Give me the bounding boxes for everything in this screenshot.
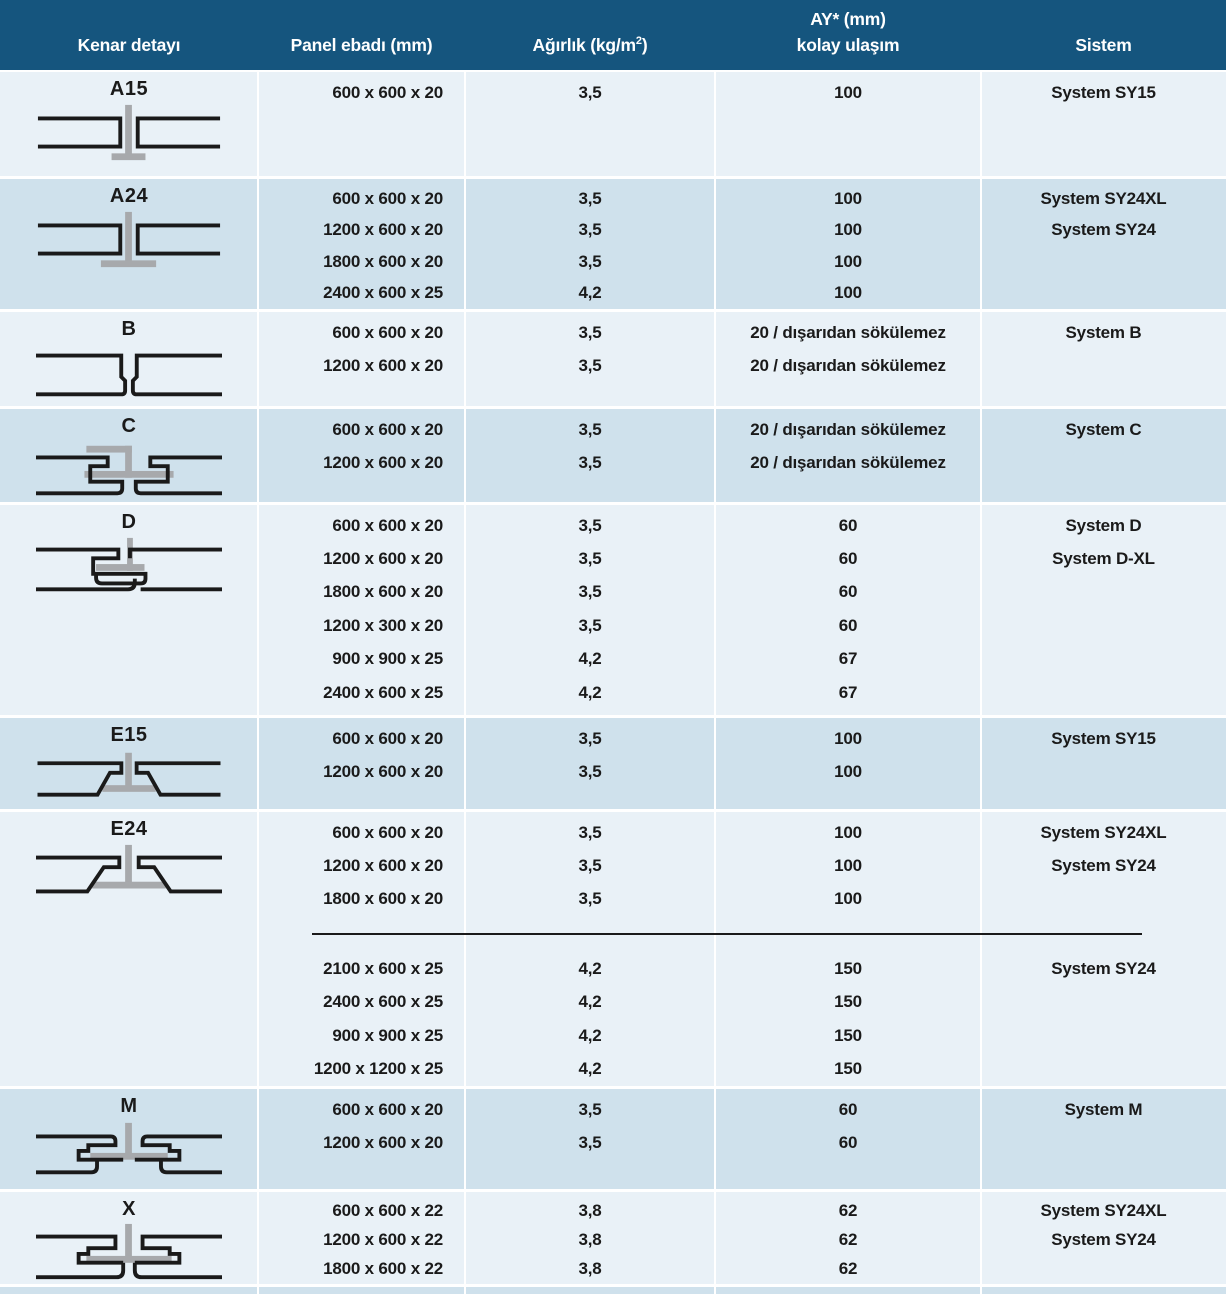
next-section-sliver — [0, 1287, 1226, 1294]
weight-column — [465, 505, 715, 715]
weight-value: 3,5 — [578, 188, 602, 208]
system-column — [981, 812, 1226, 1086]
section-d — [0, 505, 1226, 715]
system-value — [981, 446, 1226, 479]
subsection-divider-line — [312, 933, 1142, 935]
system-column — [981, 718, 1226, 809]
panel-size-value: 1800 x 600 x 22 — [323, 1259, 443, 1279]
edge-detail-cell — [0, 409, 258, 502]
section-a15 — [0, 72, 1226, 176]
panel-size-value: 2100 x 600 x 25 — [323, 958, 443, 978]
system-value: System SY15 — [1051, 728, 1156, 748]
ay-access-value: 100 — [834, 822, 862, 842]
panel-size-value: 1800 x 600 x 20 — [323, 889, 443, 909]
edge-detail-cell — [0, 1192, 258, 1284]
system-value — [981, 349, 1226, 382]
ay-access-value: 60 — [838, 582, 858, 602]
ay-column — [715, 718, 981, 809]
panel-size-value: 600 x 600 x 20 — [332, 188, 443, 208]
system-value — [981, 1255, 1226, 1284]
panel-size-value: 600 x 600 x 20 — [332, 728, 443, 748]
section-b — [0, 312, 1226, 406]
weight-value: 3,5 — [578, 856, 602, 876]
system-value: System SY24 — [1051, 958, 1156, 978]
ay-access-value: 67 — [838, 649, 858, 669]
edge-detail-cell — [0, 312, 258, 406]
weight-value: 3,5 — [578, 889, 602, 909]
column-separator — [980, 70, 982, 1294]
system-value — [981, 883, 1226, 916]
ay-column — [715, 409, 981, 502]
weight-value: 3,5 — [578, 822, 602, 842]
system-column — [981, 505, 1226, 715]
weight-value: 3,5 — [578, 549, 602, 569]
panel-size-value: 2400 x 600 x 25 — [323, 283, 443, 303]
ay-access-value: 100 — [834, 283, 862, 303]
system-column — [981, 72, 1226, 176]
panel-size-value: 1200 x 600 x 20 — [323, 1133, 443, 1153]
system-value: System SY24 — [1051, 220, 1156, 240]
system-value — [981, 278, 1226, 310]
panel-size-value: 1800 x 600 x 20 — [323, 251, 443, 271]
system-value — [981, 246, 1226, 278]
weight-column — [465, 718, 715, 809]
section-a24 — [0, 179, 1226, 309]
weight-column — [465, 179, 715, 309]
ay-access-value: 67 — [838, 682, 858, 702]
panel-size-value: 600 x 600 x 20 — [332, 322, 443, 342]
weight-value: 3,5 — [578, 322, 602, 342]
panel-size-value: 600 x 600 x 20 — [332, 82, 443, 102]
panel-column — [258, 1089, 465, 1189]
column-header-agirlik — [465, 0, 715, 70]
edge-detail-label: B — [121, 318, 137, 340]
edge-detail-cell — [0, 179, 258, 309]
profile-e15-drawing — [31, 748, 227, 809]
system-value — [981, 1126, 1226, 1159]
panel-column — [258, 812, 465, 1086]
panel-size-value: 1200 x 600 x 20 — [323, 220, 443, 240]
system-value — [981, 676, 1226, 709]
edge-detail-label: M — [120, 1095, 138, 1117]
ay-access-value: 100 — [834, 728, 862, 748]
weight-value: 3,5 — [578, 762, 602, 782]
system-column — [981, 312, 1226, 406]
weight-value: 4,2 — [578, 1059, 602, 1079]
weight-value: 3,5 — [578, 1133, 602, 1153]
ay-access-value: 100 — [834, 188, 862, 208]
system-value — [981, 643, 1226, 676]
edge-detail-cell — [0, 718, 258, 809]
table-body — [0, 72, 1226, 1284]
ay-access-value: 20 / dışarıdan sökülemez — [750, 419, 946, 439]
panel-size-value: 600 x 600 x 20 — [332, 515, 443, 535]
column-header-panel-ebadi — [258, 0, 465, 70]
panel-size-value: 1200 x 600 x 20 — [323, 356, 443, 376]
weight-value: 4,2 — [578, 992, 602, 1012]
edge-detail-cell — [0, 505, 258, 715]
section-c — [0, 409, 1226, 502]
ay-access-value: 150 — [834, 992, 862, 1012]
ay-access-value: 150 — [834, 1025, 862, 1045]
panel-size-value: 1200 x 600 x 20 — [323, 856, 443, 876]
system-column — [981, 1192, 1226, 1284]
ay-access-value: 100 — [834, 220, 862, 240]
section-x — [0, 1192, 1226, 1284]
panel-column — [258, 312, 465, 406]
system-value — [981, 986, 1226, 1019]
ay-column — [715, 312, 981, 406]
ay-access-value: 20 / dışarıdan sökülemez — [750, 356, 946, 376]
ay-access-value: 60 — [838, 1099, 858, 1119]
column-header-label: Panel ebadı (mm) — [290, 35, 433, 55]
ay-column — [715, 812, 981, 1086]
weight-value: 3,8 — [578, 1259, 602, 1279]
panel-column — [258, 718, 465, 809]
panel-size-value: 1200 x 600 x 20 — [323, 549, 443, 569]
weight-column — [465, 812, 715, 1086]
weight-value: 3,5 — [578, 582, 602, 602]
panel-size-value: 600 x 600 x 20 — [332, 1099, 443, 1119]
ay-access-value: 100 — [834, 82, 862, 102]
panel-size-value: 2400 x 600 x 25 — [323, 682, 443, 702]
weight-value: 3,5 — [578, 453, 602, 473]
weight-value: 3,5 — [578, 1099, 602, 1119]
edge-detail-label: A24 — [109, 185, 149, 207]
column-header-label: Kenar detayı — [77, 35, 181, 55]
ay-access-value: 100 — [834, 856, 862, 876]
system-value: System SY24 — [1051, 856, 1156, 876]
column-header-label: Ağırlık $(kg/m^2)$ — [532, 35, 648, 55]
panel-size-value: 1200 x 600 x 20 — [323, 453, 443, 473]
weight-value: 3,5 — [578, 419, 602, 439]
weight-value: 4,2 — [578, 958, 602, 978]
ay-access-value: 60 — [838, 615, 858, 635]
weight-column — [465, 409, 715, 502]
ay-access-value: 60 — [838, 515, 858, 535]
weight-value: 4,2 — [578, 283, 602, 303]
column-header-sistem — [981, 0, 1226, 70]
system-value: System D — [1065, 515, 1142, 535]
panel-size-value: 900 x 900 x 25 — [332, 1025, 443, 1045]
weight-value: 3,5 — [578, 515, 602, 535]
column-header-label: Sistem — [1075, 35, 1132, 55]
weight-column — [465, 72, 715, 176]
profile-x-drawing — [31, 1222, 227, 1284]
system-value — [981, 576, 1226, 609]
system-value: System D-XL — [1052, 549, 1155, 569]
system-column — [981, 1089, 1226, 1189]
column-separator — [464, 70, 466, 1294]
panel-column — [258, 505, 465, 715]
system-value — [981, 1052, 1226, 1085]
weight-value: 3,8 — [578, 1229, 602, 1249]
ay-access-value: 62 — [838, 1259, 858, 1279]
ay-access-value: 20 / dışarıdan sökülemez — [750, 453, 946, 473]
edge-detail-cell — [0, 1089, 258, 1189]
system-value: System M — [1064, 1099, 1143, 1119]
ay-column — [715, 72, 981, 176]
system-column — [981, 409, 1226, 502]
system-value — [981, 1019, 1226, 1052]
ay-access-value: 100 — [834, 251, 862, 271]
system-value — [981, 609, 1226, 642]
column-header-label-line2: kolay ulaşım — [796, 35, 900, 55]
panel-size-value: 600 x 600 x 20 — [332, 419, 443, 439]
table-header-row — [0, 0, 1226, 70]
weight-value: 3,5 — [578, 82, 602, 102]
panel-size-value: 1200 x 600 x 22 — [323, 1229, 443, 1249]
panel-size-value: 1800 x 600 x 20 — [323, 582, 443, 602]
weight-value: 3,5 — [578, 356, 602, 376]
panel-size-value: 1200 x 300 x 20 — [323, 615, 443, 635]
ay-column — [715, 1192, 981, 1284]
weight-value: 3,8 — [578, 1200, 602, 1220]
section-m — [0, 1089, 1226, 1189]
system-value: System B — [1065, 322, 1142, 342]
weight-value: 4,2 — [578, 1025, 602, 1045]
panel-size-value: 600 x 600 x 22 — [332, 1200, 443, 1220]
ay-access-value: 150 — [834, 1059, 862, 1079]
panel-column — [258, 179, 465, 309]
system-value: System C — [1065, 419, 1142, 439]
edge-detail-label: C — [121, 415, 137, 437]
panel-size-value: 600 x 600 x 20 — [332, 822, 443, 842]
panel-column — [258, 409, 465, 502]
ay-column — [715, 505, 981, 715]
profile-b-drawing — [31, 342, 227, 404]
panel-size-value: 1200 x 1200 x 25 — [313, 1059, 443, 1079]
column-separator — [257, 70, 259, 1294]
weight-column — [465, 1089, 715, 1189]
edge-detail-label: A15 — [109, 78, 149, 100]
column-header-ay — [715, 0, 981, 70]
panel-size-value: 1200 x 600 x 20 — [323, 762, 443, 782]
weight-column — [465, 312, 715, 406]
profile-m-drawing — [31, 1119, 227, 1181]
ay-access-value: 150 — [834, 958, 862, 978]
profile-d-drawing — [31, 535, 227, 597]
column-header-kenar-detayi — [0, 0, 258, 70]
profile-a24-drawing — [31, 209, 227, 271]
column-separator — [714, 70, 716, 1294]
profile-a15-drawing — [31, 102, 227, 164]
system-value: System SY24 — [1051, 1229, 1156, 1249]
weight-value: 3,5 — [578, 728, 602, 748]
panel-column — [258, 1192, 465, 1284]
ay-access-value: 60 — [838, 549, 858, 569]
edge-detail-label: D — [121, 511, 137, 533]
weight-value: 3,5 — [578, 220, 602, 240]
system-value: System SY24XL — [1040, 1200, 1167, 1220]
ay-access-value: 100 — [834, 762, 862, 782]
section-e24 — [0, 812, 1226, 1086]
panel-column — [258, 72, 465, 176]
profile-e24-drawing — [31, 842, 227, 904]
ay-access-value: 62 — [838, 1200, 858, 1220]
system-value: System SY24XL — [1040, 188, 1167, 208]
weight-value: 4,2 — [578, 682, 602, 702]
ay-access-value: 20 / dışarıdan sökülemez — [750, 322, 946, 342]
weight-column — [465, 1192, 715, 1284]
ay-column — [715, 179, 981, 309]
edge-detail-label: E15 — [110, 724, 148, 746]
edge-detail-cell — [0, 812, 258, 1086]
panel-size-value: 900 x 900 x 25 — [332, 649, 443, 669]
ay-access-value: 60 — [838, 1133, 858, 1153]
edge-detail-cell — [0, 72, 258, 176]
ay-column — [715, 1089, 981, 1189]
system-value: System SY15 — [1051, 82, 1156, 102]
edge-detail-label: E24 — [110, 818, 148, 840]
column-header-label-line1: AY* (mm) — [810, 9, 886, 29]
profile-c-drawing — [31, 439, 227, 501]
ay-access-value: 62 — [838, 1229, 858, 1249]
edge-detail-label: X — [122, 1198, 136, 1220]
ay-access-value: 100 — [834, 889, 862, 909]
weight-value: 4,2 — [578, 649, 602, 669]
system-value: System SY24XL — [1040, 822, 1167, 842]
weight-value: 3,5 — [578, 251, 602, 271]
weight-value: 3,5 — [578, 615, 602, 635]
panel-size-value: 2400 x 600 x 25 — [323, 992, 443, 1012]
system-value — [981, 755, 1226, 788]
system-column — [981, 179, 1226, 309]
section-e15 — [0, 718, 1226, 809]
